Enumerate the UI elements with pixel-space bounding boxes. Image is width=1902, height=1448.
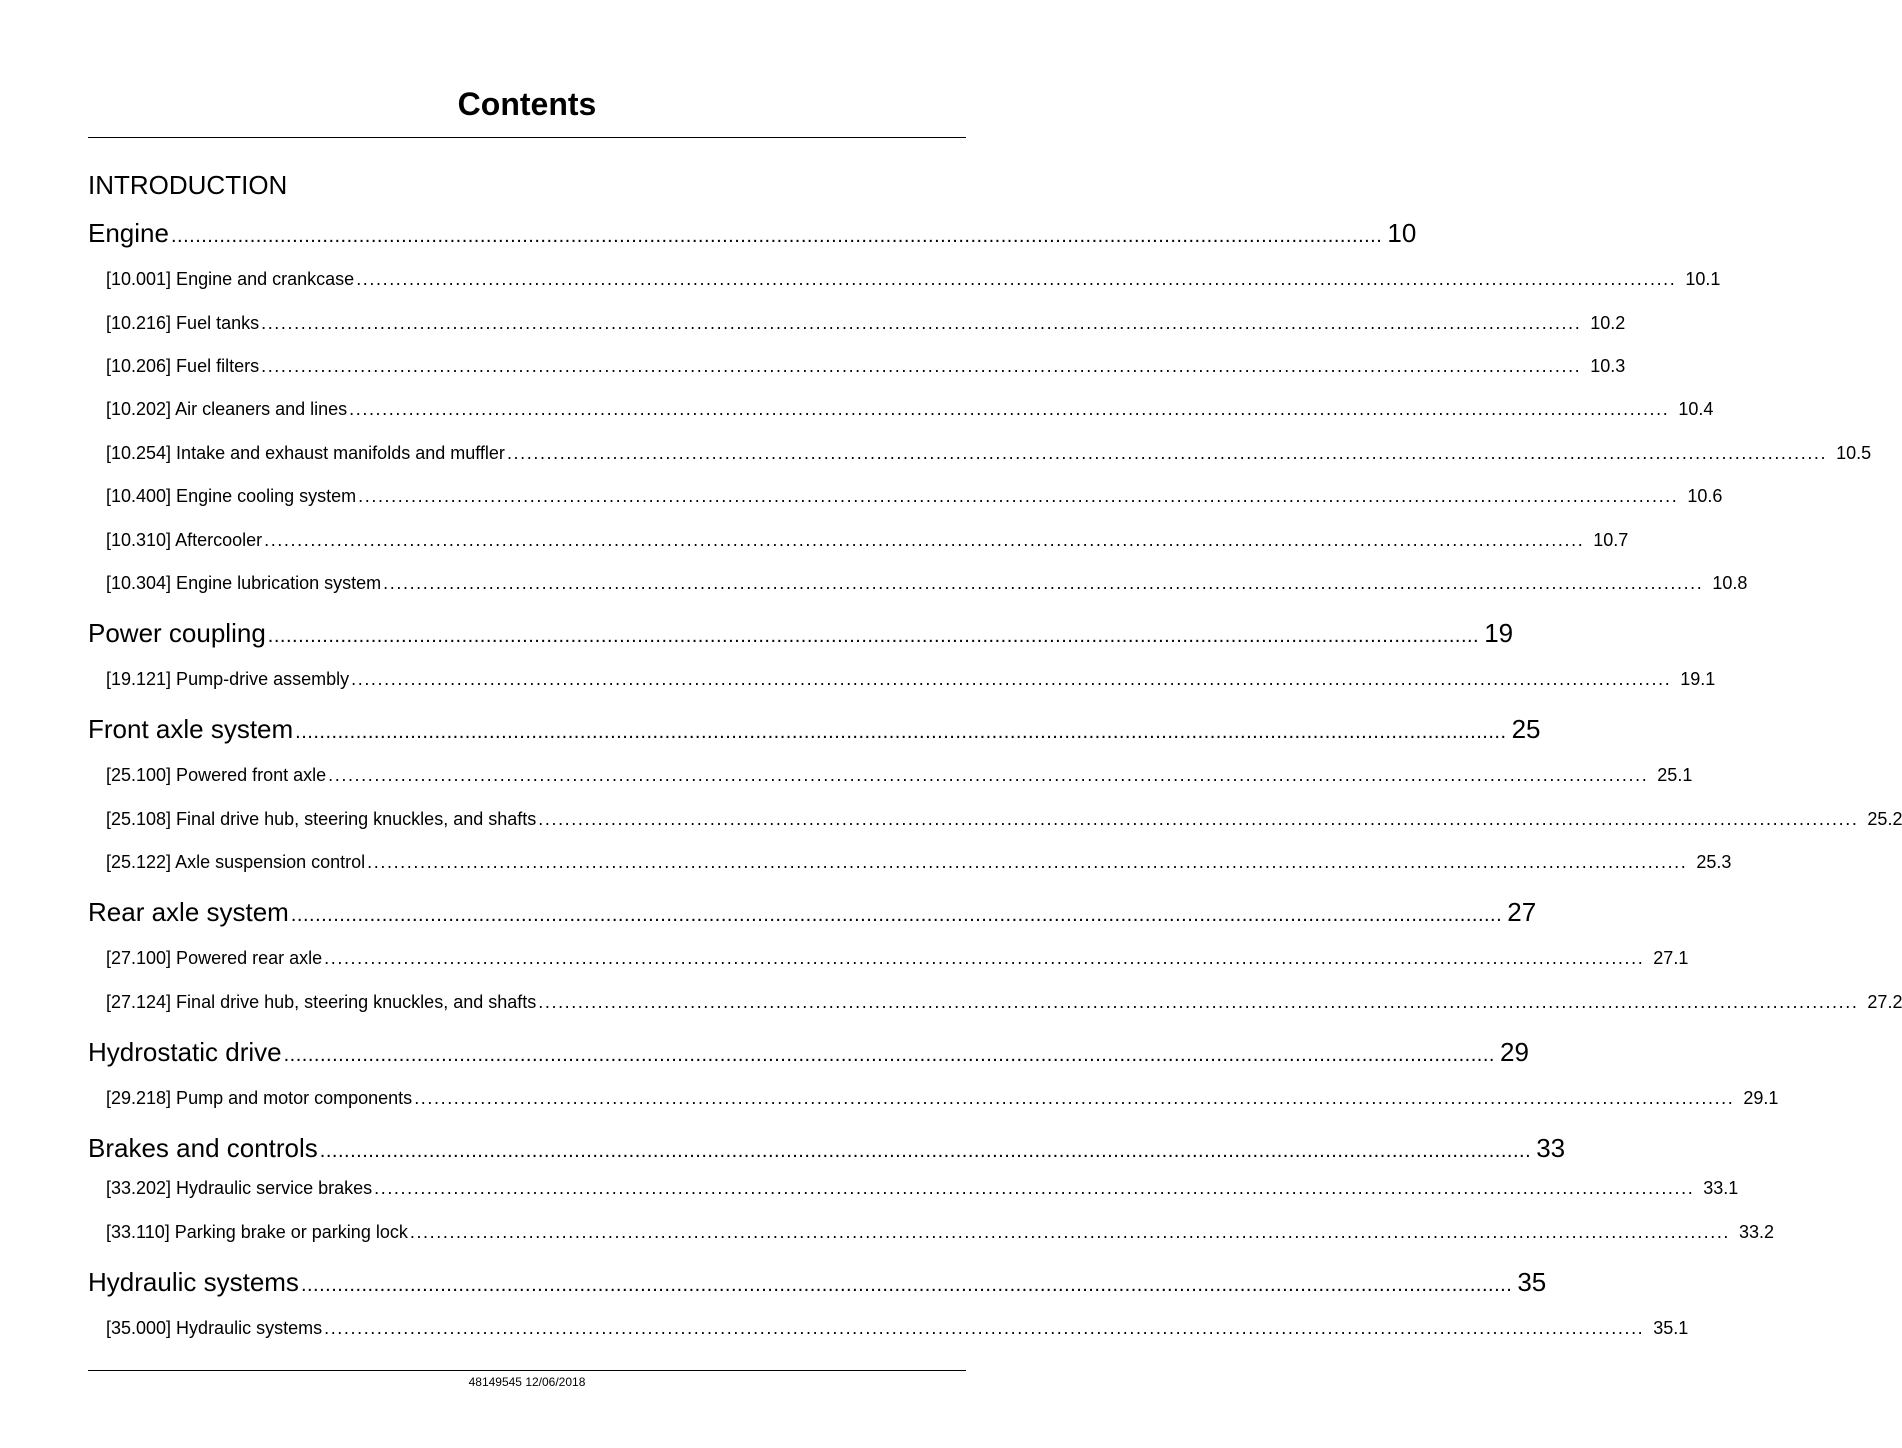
toc-entry-label: [10.310] Aftercooler (106, 530, 263, 550)
toc-entry-label: [10.202] Air cleaners and lines (106, 399, 348, 419)
toc-page-number: 29 (1500, 1037, 1529, 1067)
toc-page-number: 10.4 (1678, 399, 1714, 419)
toc-entry-label: [27.100] Powered rear axle (106, 948, 323, 968)
dot-leader: ........................................................................................................................................................................................................ (538, 809, 1859, 829)
toc-entry-label: [10.304] Engine lubrication system (106, 573, 382, 593)
dot-leader: ........................................................................................................................................................................................................ (324, 948, 1645, 968)
toc-section-label: Hydrostatic drive (88, 1037, 282, 1067)
toc-entry-row[interactable] (106, 852, 1732, 873)
dot-leader: ........................................................................................................................................................................................................ (324, 1318, 1645, 1338)
toc-entry-label: [29.218] Pump and motor components (106, 1088, 413, 1108)
toc-page-number: 27.1 (1653, 948, 1689, 968)
toc-entry-row[interactable] (106, 1222, 1775, 1243)
toc-entry-row[interactable] (106, 356, 1626, 377)
toc-page-number: 25.2 (1867, 809, 1902, 829)
toc-entry-label: [10.400] Engine cooling system (106, 486, 357, 506)
toc-page-number: 33 (1536, 1133, 1566, 1163)
toc-section-label: Power coupling (88, 618, 266, 648)
toc-page-number: 25.1 (1657, 765, 1693, 785)
toc-entry-row[interactable] (106, 443, 1872, 464)
toc-entry-row[interactable] (106, 948, 1689, 969)
toc-entry-row[interactable] (106, 809, 1902, 830)
dot-leader: ........................................................................................................................................................................................................ (264, 530, 1585, 550)
toc-page-number: 29.1 (1743, 1088, 1779, 1108)
toc-entry-row[interactable] (106, 765, 1693, 786)
page-title: Contents (457, 86, 597, 122)
dot-leader: ........................................................................................................................................................................................................ (367, 852, 1688, 872)
toc-page-number: 33.2 (1739, 1222, 1775, 1242)
dot-leader: ........................................................................................................................................................................................................ (414, 1088, 1735, 1108)
toc-section-label: Hydraulic systems (88, 1267, 299, 1297)
toc-entry-row[interactable] (106, 1178, 1739, 1199)
toc-page-number: 10.2 (1590, 313, 1626, 333)
toc-entry-row[interactable] (106, 1088, 1779, 1109)
dot-leader: ........................................................................................................................................................................................................ (319, 1140, 1532, 1162)
dot-leader: ........................................................................................................................................................................................................ (290, 904, 1503, 926)
toc-section-row[interactable] (88, 618, 1514, 649)
toc-entry-label: [10.206] Fuel filters (106, 356, 260, 376)
toc-page-number: 25 (1511, 714, 1541, 744)
toc-entry-row[interactable] (106, 669, 1716, 690)
toc-page-number: 35.1 (1653, 1318, 1689, 1338)
toc-entry-label: [10.216] Fuel tanks (106, 313, 260, 333)
toc-entry-label: [10.254] Intake and exhaust manifolds and muffler (106, 443, 505, 463)
toc-entry-row[interactable] (106, 399, 1714, 420)
toc-section-row[interactable] (88, 218, 1417, 249)
toc-entry-label: [33.202] Hydraulic service brakes (106, 1178, 373, 1198)
dot-leader: ........................................................................................................................................................................................................ (267, 625, 1480, 647)
dot-leader: ........................................................................................................................................................................................................ (170, 225, 1383, 247)
toc-section-row[interactable] (88, 897, 1537, 928)
toc-page-number: 19 (1484, 618, 1514, 648)
dot-leader: ........................................................................................................................................................................................................ (374, 1178, 1695, 1198)
introduction-heading: INTRODUCTION (88, 170, 288, 200)
toc-entry-label: [25.122] Axle suspension control (106, 852, 366, 872)
dot-leader: ........................................................................................................................................................................................................ (295, 721, 1507, 743)
toc-section-row[interactable] (88, 1037, 1529, 1068)
toc-entry-row[interactable] (106, 486, 1723, 507)
dot-leader: ........................................................................................................................................................................................................ (300, 1274, 1513, 1296)
toc-page-number: 27 (1507, 897, 1537, 927)
toc-section-row[interactable] (88, 1267, 1547, 1298)
toc-section-row[interactable] (88, 714, 1541, 745)
dot-leader: ........................................................................................................................................................................................................ (383, 573, 1704, 593)
dot-leader: ........................................................................................................................................................................................................ (356, 269, 1677, 289)
toc-entry-row[interactable] (106, 269, 1721, 290)
dot-leader: ........................................................................................................................................................................................................ (351, 669, 1672, 689)
toc-page-number: 19.1 (1680, 669, 1716, 689)
dot-leader: ........................................................................................................................................................................................................ (261, 313, 1582, 333)
toc-section-label: Front axle system (88, 714, 294, 744)
toc-page-number: 10.8 (1712, 573, 1748, 593)
toc-entry-row[interactable] (106, 313, 1626, 334)
dot-leader: ........................................................................................................................................................................................................ (506, 443, 1828, 463)
toc-section-row[interactable] (88, 1133, 1566, 1164)
title-divider (88, 137, 966, 138)
toc-page-number: 10.5 (1836, 443, 1872, 463)
dot-leader: ........................................................................................................................................................................................................ (328, 765, 1649, 785)
toc-entry-label: [25.100] Powered front axle (106, 765, 327, 785)
toc-page-number: 10.3 (1590, 356, 1626, 376)
dot-leader: ........................................................................................................................................................................................................ (261, 356, 1582, 376)
toc-page-number: 33.1 (1703, 1178, 1739, 1198)
footer-divider (88, 1370, 966, 1371)
toc-entry-label: [25.108] Final drive hub, steering knuckles, and shafts (106, 809, 537, 829)
toc-entry-row[interactable] (106, 1318, 1689, 1339)
toc-entry-row[interactable] (106, 573, 1748, 594)
dot-leader: ........................................................................................................................................................................................................ (409, 1222, 1731, 1242)
toc-section-label: Engine (88, 218, 169, 248)
toc-entry-row[interactable] (106, 992, 1902, 1013)
toc-entry-row[interactable] (106, 530, 1629, 551)
toc-entry-label: [10.001] Engine and crankcase (106, 269, 355, 289)
toc-page-number: 10.7 (1593, 530, 1629, 550)
toc-entry-label: [35.000] Hydraulic systems (106, 1318, 323, 1338)
toc-entry-label: [19.121] Pump-drive assembly (106, 669, 350, 689)
toc-section-label: Rear axle system (88, 897, 289, 927)
dot-leader: ........................................................................................................................................................................................................ (358, 486, 1679, 506)
toc-section-label: Brakes and controls (88, 1133, 318, 1163)
toc-page-number: 10.6 (1687, 486, 1723, 506)
toc-page-number: 25.3 (1696, 852, 1732, 872)
footer-doc-id: 48149545 12/06/2018 (468, 1375, 586, 1389)
dot-leader: ........................................................................................................................................................................................................ (349, 399, 1670, 419)
toc-page-number: 10 (1387, 218, 1417, 248)
toc-page-number: 35 (1517, 1267, 1547, 1297)
toc-page-number: 27.2 (1867, 992, 1902, 1012)
dot-leader: ........................................................................................................................................................................................................ (283, 1044, 1495, 1066)
dot-leader: ........................................................................................................................................................................................................ (538, 992, 1859, 1012)
toc-entry-label: [33.110] Parking brake or parking lock (106, 1222, 408, 1242)
toc-entry-label: [27.124] Final drive hub, steering knuckles, and shafts (106, 992, 537, 1012)
toc-page-number: 10.1 (1685, 269, 1721, 289)
